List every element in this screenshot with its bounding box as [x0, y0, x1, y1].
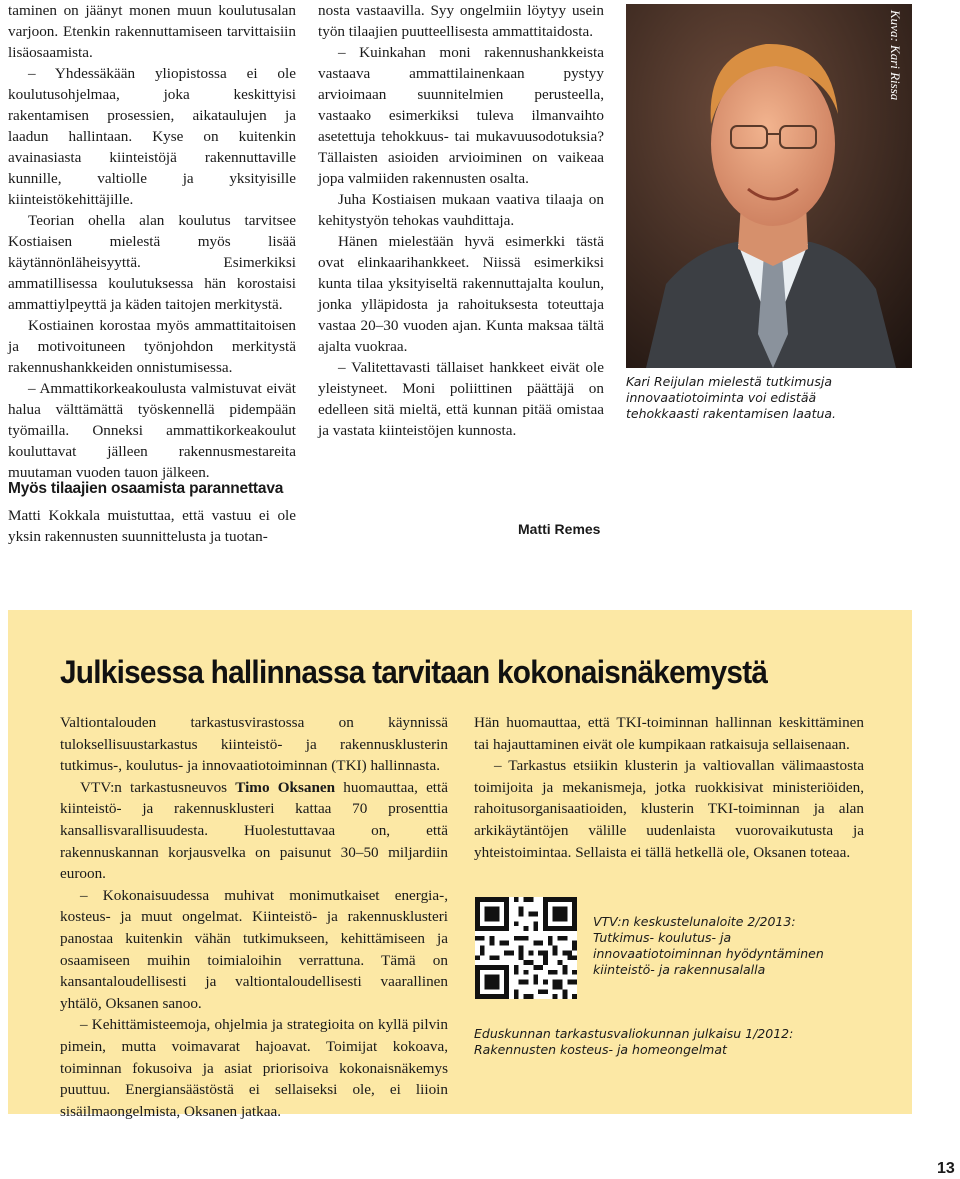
- box-column-2: [474, 712, 864, 863]
- paragraph: – Kehittämisteemoja, ohjelmia ja strategioita on kyllä pilvin pimein, mutta voimavarat hajoavat. Toimijat kokoava, toiminnan fokusoiva ja asiat priorisoiva kokonaisnäkemys puuttuu. Energiansäästöstä ei sellaiseksi ole, ei liioin sisäilmaongelmista, Oksanen jatkaa.: [60, 1016, 448, 1120]
- box-title: Julkisessa hallinnassa tarvitaan kokonaisnäkemystä: [60, 654, 768, 690]
- paragraph: nosta vastaavilla. Syy ongelmiin löytyy usein työn tilaajien puutteellisesta ammattitaidosta.: [318, 2, 604, 40]
- paragraph: [60, 777, 448, 885]
- article-column-1-lower: [8, 478, 296, 547]
- portrait-illustration: [626, 4, 912, 368]
- paragraph: Hänen mielestään hyvä esimerkki tästä ovat elinkaarihankkeet. Niissä esimerkiksi kunta tilaa yksityiseltä rakennuttajalta koulun, jonka ylläpidosta ja rahoituksesta toteuttaja vastaa 20–30 vuoden ajan. Kunta maksaa tältä ajalta vuokraa.: [318, 233, 604, 355]
- text-segment: huomauttaa, että kiinteistö- ja rakennusklusteri kattaa 70 prosenttia kansallisvarallisuudesta. Huolestuttavaa on, että rakennuskannan korjausvelka on paisunut 30–50 miljardiin euroon.: [60, 778, 448, 883]
- paragraph: – Valitettavasti tällaiset hankkeet eivät ole yleistyneet. Moni poliittinen päättäjä on edelleen sitä mieltä, että kunnan pitää omistaa ja vastata kiinteistöjen kunnosta.: [318, 359, 604, 439]
- photo-credit: Kuva: Kari Rissa: [888, 10, 903, 101]
- paragraph: Kostiainen korostaa myös ammattitaitoisen ja motivoituneen työnjohdon merkitystä rakennushankkeiden onnistumisessa.: [8, 317, 296, 376]
- publication-caption: Eduskunnan tarkastusvaliokunnan julkaisu 1/2012: Rakennusten kosteus- ja homeongelmat: [474, 1026, 794, 1057]
- paragraph: – Kokonaisuudessa muhivat monimutkaiset energia-, kosteus- ja muut ongelmat. Kiinteistö- ja rakennusklusteri panostaa kuitenkin vähän tutkimukseen, kehittämiseen ja osaamiseen muihin toimialoihin verrattuna. Tämä on kansantaloudellisesti ja valtiontaloudellisesti vaarallinen yhtälö, Oksanen sanoo.: [60, 886, 448, 1012]
- paragraph: Valtiontalouden tarkastusvirastossa on käynnissä tuloksellisuustarkastus kiinteistö- ja rakennusklusterin tutkimus-, koulutus- ja innovaatiotoiminnan (TKI) hallinnasta.: [60, 714, 448, 775]
- qr-code[interactable]: [475, 897, 577, 999]
- photo-caption: Kari Reijulan mielestä tutkimusja innovaatiotoiminta voi edistää tehokkaasti rakentamisen laatua.: [626, 374, 837, 421]
- author-name: Matti Remes: [518, 521, 601, 537]
- subheading: Myös tilaajien osaamista parannettava: [8, 480, 284, 497]
- article-column-2: [318, 0, 604, 441]
- paragraph: – Tarkastus etsiikin klusterin ja valtiovallan välimaastosta toimijoita ja mekanismeja, jotka ruokkisivat ministeriöiden, rahoitusorganisaatioiden, klusterin TKI-toiminnan ja alan arkikäytäntöjen välille uudenlaista vuorovaikutusta ja yhteistoimintaa. Sellaista ei tällä hetkellä ole, Oksanen toteaa.: [474, 757, 864, 861]
- paragraph: Matti Kokkala muistuttaa, että vastuu ei ole yksin rakennusten suunnittelusta ja tuotan-: [8, 507, 296, 545]
- portrait-photo: [626, 4, 912, 368]
- paragraph: Juha Kostiaisen mukaan vaativa tilaaja on kehitystyön tehokas vauhdittaja.: [318, 191, 604, 229]
- article-column-1: [8, 0, 296, 483]
- paragraph: Teorian ohella alan koulutus tarvitsee Kostiaisen mielestä myös lisää käytännönläheisyyttä. Esimerkiksi ammatillisessa koulutuksessa hän korostaisi ammattiylpeyttä ja käden taitojen merkitystä.: [8, 212, 296, 313]
- box-column-1: [60, 712, 448, 1122]
- page-number: 13: [937, 1160, 955, 1177]
- paragraph: – Ammattikorkeakoulusta valmistuvat eivät halua välttämättä työskennellä pidempään työmailla. Onneksi ammattikorkeakoulut kouluttavat jälleen rakennusmestareita muutaman vuoden tauon jälkeen.: [8, 380, 296, 481]
- text-segment: VTV:n tarkastusneuvos: [80, 778, 236, 796]
- person-name: Timo Oksanen: [235, 778, 336, 796]
- paragraph: taminen on jäänyt monen muun koulutusalan varjoon. Etenkin rakennuttamiseen tarvittaisiin lisäosaamista.: [8, 2, 296, 61]
- paragraph: – Yhdessäkään yliopistossa ei ole koulutusohjelmaa, joka keskittyisi rakentamisen prosessien, aikataulujen ja laadun hallintaan. Kyse on kuitenkin avainasiasta kiinteistöjä rakennuttaville kunnille, valtiolle ja yksityisille kiinteistökehittäjille.: [8, 65, 296, 208]
- qr-caption: VTV:n keskustelunaloite 2/2013: Tutkimus- koulutus- ja innovaatiotoiminnan hyödyntäminen kiinteistö- ja rakennusalalla: [593, 914, 824, 977]
- qr-code-icon: [475, 897, 577, 999]
- paragraph: Hän huomauttaa, että TKI-toiminnan hallinnan keskittäminen tai hajauttaminen eivät ole kumpikaan ratkaisuja sellaisenaan.: [474, 714, 864, 753]
- paragraph: – Kuinkahan moni rakennushankkeista vastaava ammattilainenkaan pystyy arvioimaan suunnitelmien perusteella, vastaako esimerkiksi tuleva ilmanvaihto asetettuja tehokkuus- tai mukavuusodotuksia? Tällaisten asioiden arvioiminen on vaikeaa jopa valmiiden rakennusten osalta.: [318, 44, 604, 187]
